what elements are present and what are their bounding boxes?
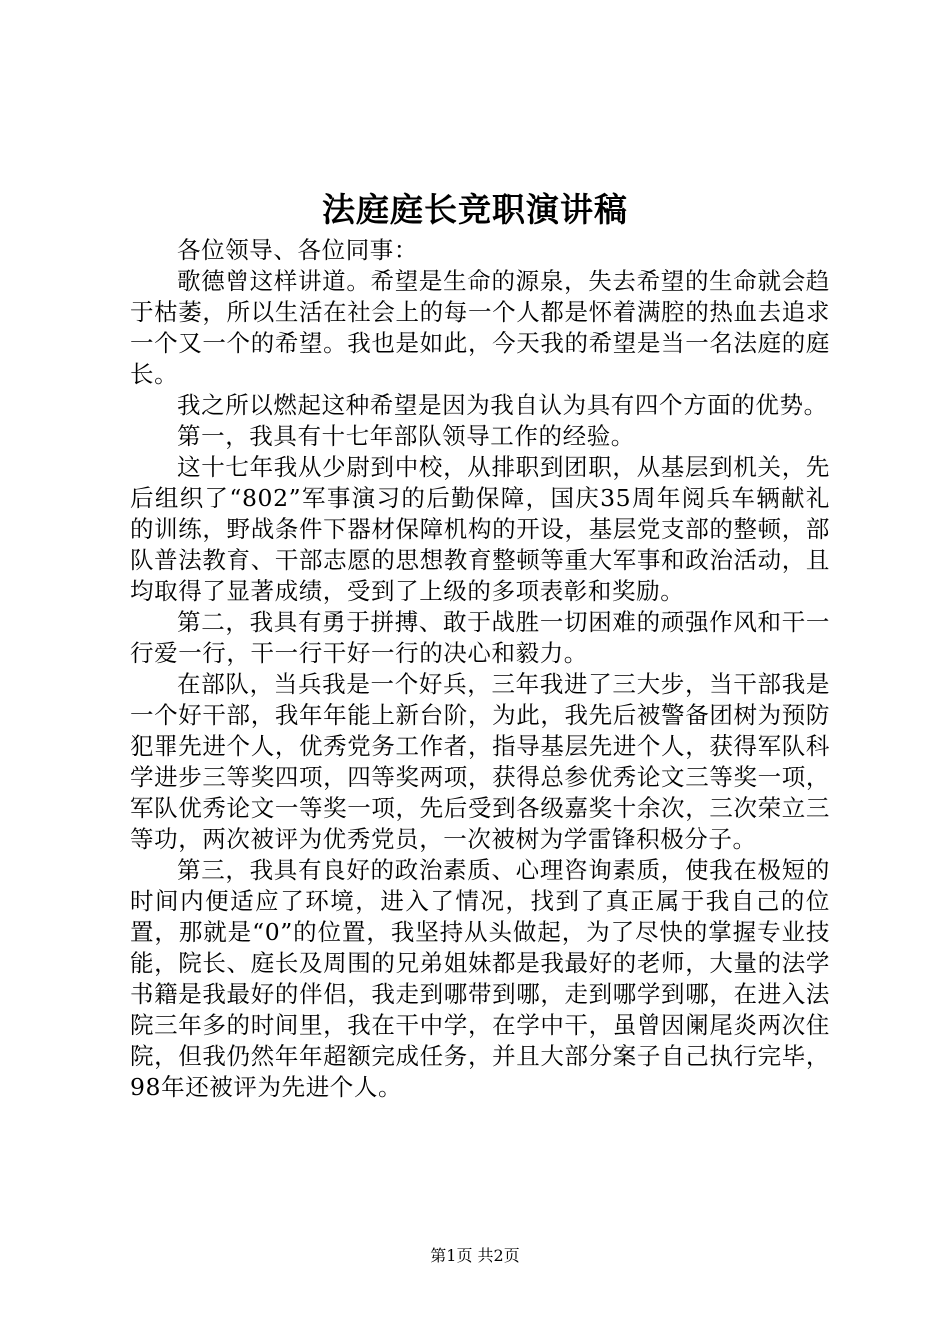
body-paragraph: 我之所以燃起这种希望是因为我自认为具有四个方面的优势。 [177, 391, 828, 419]
page-footer: 第1页 共2页 [430, 1246, 520, 1265]
body-paragraph: 第一，我具有十七年部队领导工作的经验。 [177, 422, 635, 450]
body-paragraph: 歌德曾这样讲道。希望是生命的源泉，失去希望的生命就会趋于枯萎，所以生活在社会上的每一个人都是怀着满腔的热血去追求一个又一个的希望。我也是如此，今天我的希望是当一名法庭的庭长。 [130, 267, 830, 388]
document-body [130, 235, 830, 1103]
document-title: 法庭庭长竞职演讲稿 [322, 190, 628, 229]
body-paragraph: 第三，我具有良好的政治素质、心理咨询素质，使我在极短的时间内便适应了环境，进入了情况，找到了真正属于我自己的位置，那就是“0”的位置，我坚持从头做起，为了尽快的掌握专业技能，院长、庭长及周围的兄弟姐妹都是我最好的老师，大量的法学书籍是我最好的伴侣，我走到哪带到哪，走到哪学到哪，在进入法院三年多的时间里，我在干中学，在学中干，虽曾因阑尾炎两次住院，但我仍然年年超额完成任务，并且大部分案子自己执行完毕，98年还被评为先进个人。 [130, 856, 830, 1101]
body-paragraph: 第二，我具有勇于拼搏、敢于战胜一切困难的顽强作风和干一行爱一行，干一行干好一行的决心和毅力。 [130, 608, 830, 667]
body-paragraph: 这十七年我从少尉到中校，从排职到团职，从基层到机关，先后组织了“802”军事演习的后勤保障，国庆35周年阅兵车辆献礼的训练，野战条件下器材保障机构的开设，基层党支部的整顿，部队普法教育、干部志愿的思想教育整顿等重大军事和政治活动，且均取得了显著成绩，受到了上级的多项表彰和奖励。 [130, 453, 830, 605]
body-paragraph: 在部队，当兵我是一个好兵，三年我进了三大步，当干部我是一个好干部，我年年能上新台阶，为此，我先后被警备团树为预防犯罪先进个人，优秀党务工作者，指导基层先进个人，获得军队科学进步三等奖四项，四等奖两项，获得总参优秀论文三等奖一项，军队优秀论文一等奖一项，先后受到各级嘉奖十余次，三次荣立三等功，两次被评为优秀党员，一次被树为学雷锋积极分子。 [130, 670, 830, 853]
salutation-paragraph: 各位领导、各位同事： [177, 236, 418, 264]
